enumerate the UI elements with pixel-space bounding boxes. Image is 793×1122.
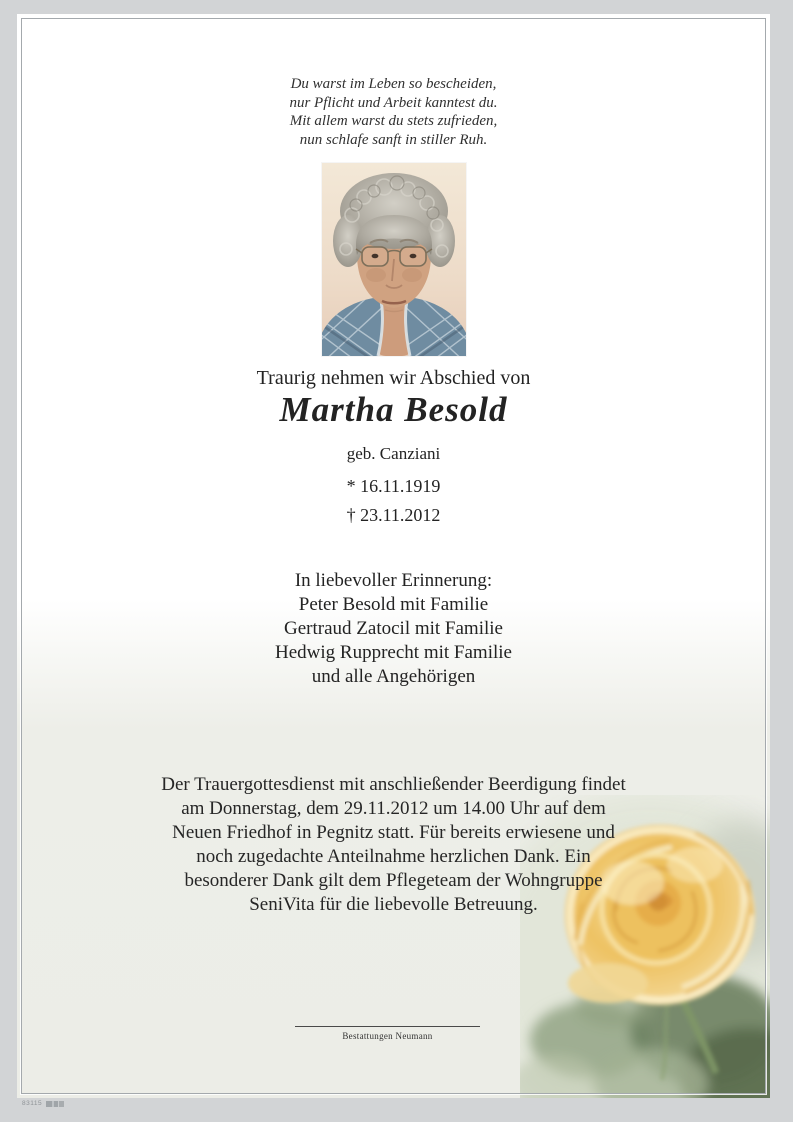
maiden-name: geb. Canziani xyxy=(346,444,441,463)
announcement-line: am Donnerstag, dem 29.11.2012 um 14.00 Uhr auf dem xyxy=(181,798,606,819)
portrait-photo-graphic xyxy=(322,163,466,356)
announcement-line: SeniVita für die liebevolle Betreuung. xyxy=(249,894,538,915)
mourners-block xyxy=(17,569,770,689)
memorial-card xyxy=(17,14,770,1098)
funeral-home-signature xyxy=(295,1026,480,1041)
poem-line: nun schlafe sanft in stiller Ruh. xyxy=(299,131,488,148)
intro-line: Traurig nehmen wir Abschied von xyxy=(256,367,531,389)
mourner-line: Peter Besold mit Familie xyxy=(298,594,489,615)
deceased-name: Martha Besold xyxy=(279,390,508,429)
funeral-home-name: Bestattungen Neumann xyxy=(342,1031,433,1041)
signature-rule xyxy=(295,1026,480,1027)
announcement-block xyxy=(17,773,770,917)
birth-date: * 16.11.1919 xyxy=(346,476,441,496)
mourner-line: Hedwig Rupprecht mit Familie xyxy=(275,642,512,663)
mourner-line: Gertraud Zatocil mit Familie xyxy=(284,618,503,639)
print-code-number: 83115 xyxy=(22,1100,43,1107)
print-logo-mark xyxy=(46,1101,64,1107)
mourner-line: und alle Angehörigen xyxy=(311,666,476,687)
announcement-line: noch zugedachte Anteilnahme herzlichen Dank. Ein xyxy=(196,846,591,867)
announcement-line: besonderer Dank gilt dem Pflegeteam der Wohngruppe xyxy=(184,870,603,891)
mourners-heading: In liebevoller Erinnerung: xyxy=(294,570,493,591)
announcement-line: Neuen Friedhof in Pegnitz statt. Für bereits erwiesene und xyxy=(172,822,615,843)
poem-line: Du warst im Leben so bescheiden, xyxy=(290,76,497,92)
poem xyxy=(17,75,770,149)
poem-line: Mit allem warst du stets zufrieden, xyxy=(289,113,498,129)
portrait-photo xyxy=(322,163,466,356)
print-code xyxy=(22,1100,64,1107)
announcement-line: Der Trauergottesdienst mit anschließender Beerdigung findet xyxy=(161,774,626,795)
death-date: † 23.11.2012 xyxy=(346,505,441,525)
poem-line: nur Pflicht und Arbeit kanntest du. xyxy=(289,94,498,111)
